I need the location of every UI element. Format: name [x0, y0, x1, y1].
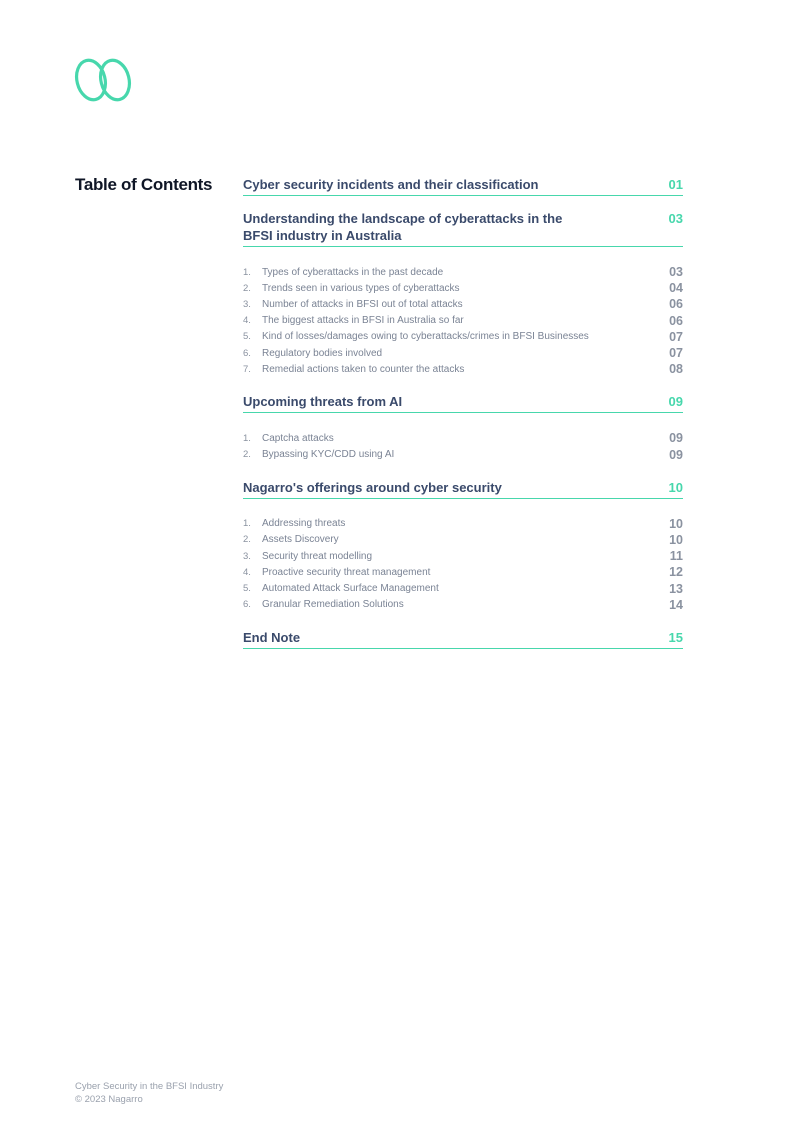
item-page-number: 06 — [669, 297, 683, 312]
toc-item[interactable] — [243, 345, 683, 361]
item-text: Proactive security threat management — [262, 566, 431, 578]
item-page-number: 08 — [669, 362, 683, 377]
item-text: Kind of losses/damages owing to cyberattacks/crimes in BFSI Businesses — [262, 331, 589, 343]
toc-section-heading[interactable] — [243, 393, 683, 413]
item-number: 2. — [243, 282, 251, 294]
toc-item[interactable] — [243, 296, 683, 312]
item-text: Addressing threats — [262, 518, 346, 530]
section-title: Upcoming threats from AI — [243, 394, 403, 410]
section-title: Cyber security incidents and their classification — [243, 177, 539, 192]
toc-item[interactable] — [243, 564, 683, 580]
item-text: Regulatory bodies involved — [262, 347, 383, 359]
toc-item[interactable] — [243, 580, 683, 596]
toc-item[interactable] — [243, 361, 683, 377]
toc-section-heading[interactable] — [243, 210, 683, 247]
item-text: Security threat modelling — [262, 550, 373, 562]
item-text: Automated Attack Surface Management — [262, 583, 439, 595]
item-number: 4. — [243, 566, 251, 578]
section-page-number: 03 — [668, 211, 683, 226]
item-number: 4. — [243, 315, 251, 327]
item-number: 1. — [243, 518, 251, 530]
item-page-number: 12 — [669, 565, 683, 580]
item-number: 5. — [243, 583, 251, 595]
item-page-number: 10 — [669, 532, 683, 547]
toc-item[interactable] — [243, 280, 683, 296]
section-title: Nagarro's offerings around cyber security — [243, 479, 502, 495]
item-number: 1. — [243, 432, 251, 444]
toc-section — [243, 176, 683, 196]
toc-item[interactable] — [243, 430, 683, 446]
item-number: 3. — [243, 550, 251, 562]
toc-item[interactable] — [243, 264, 683, 280]
toc-item[interactable] — [243, 548, 683, 564]
item-text: Bypassing KYC/CDD using AI — [262, 449, 395, 461]
item-page-number: 11 — [669, 549, 683, 564]
section-page-number: 09 — [668, 394, 683, 410]
footer-copyright: © 2023 Nagarro — [75, 1094, 143, 1105]
section-page-number: 15 — [668, 629, 683, 645]
item-text: Number of attacks in BFSI out of total attacks — [262, 298, 463, 310]
item-page-number: 13 — [669, 581, 683, 596]
section-title: Understanding the landscape of cyberattacks in the BFSI industry in Australia — [243, 211, 563, 243]
page-title: Table of Contents — [75, 175, 213, 194]
toc-section — [243, 629, 683, 649]
item-number: 2. — [243, 534, 251, 546]
nagarro-logo-icon — [74, 57, 132, 103]
item-text: Captcha attacks — [262, 432, 334, 444]
item-page-number: 04 — [669, 281, 683, 296]
page-footer — [75, 1080, 223, 1106]
item-number: 5. — [243, 331, 251, 343]
toc-item[interactable] — [243, 447, 683, 463]
item-text: The biggest attacks in BFSI in Australia so far — [262, 315, 464, 327]
section-page-number: 01 — [668, 177, 683, 192]
footer-document-title: Cyber Security in the BFSI Industry — [75, 1081, 224, 1092]
toc-section-heading[interactable] — [243, 479, 683, 499]
table-of-contents — [243, 176, 683, 649]
item-text: Granular Remediation Solutions — [262, 599, 404, 611]
toc-section-heading[interactable] — [243, 629, 683, 649]
section-title: End Note — [243, 629, 301, 645]
item-number: 3. — [243, 298, 251, 310]
toc-section — [243, 393, 683, 462]
toc-section-heading[interactable] — [243, 176, 683, 196]
toc-section — [243, 210, 683, 377]
item-text: Trends seen in various types of cyberattacks — [262, 282, 460, 294]
item-number: 7. — [243, 363, 251, 375]
item-page-number: 09 — [669, 431, 683, 446]
item-page-number: 07 — [669, 346, 683, 361]
section-page-number: 10 — [668, 479, 683, 495]
toc-item[interactable] — [243, 313, 683, 329]
item-page-number: 03 — [669, 265, 683, 280]
toc-item[interactable] — [243, 516, 683, 532]
item-number: 1. — [243, 266, 251, 278]
item-page-number: 10 — [669, 516, 683, 531]
item-page-number: 14 — [669, 597, 683, 612]
item-page-number: 07 — [669, 329, 683, 344]
toc-item[interactable] — [243, 597, 683, 613]
item-text: Remedial actions taken to counter the attacks — [262, 363, 465, 375]
item-number: 2. — [243, 449, 251, 461]
item-number: 6. — [243, 347, 251, 359]
item-number: 6. — [243, 599, 251, 611]
item-page-number: 09 — [669, 447, 683, 462]
toc-item[interactable] — [243, 532, 683, 548]
toc-section — [243, 479, 683, 613]
item-text: Types of cyberattacks in the past decade — [262, 266, 444, 278]
toc-item[interactable] — [243, 329, 683, 345]
item-text: Assets Discovery — [262, 534, 339, 546]
item-page-number: 06 — [669, 313, 683, 328]
